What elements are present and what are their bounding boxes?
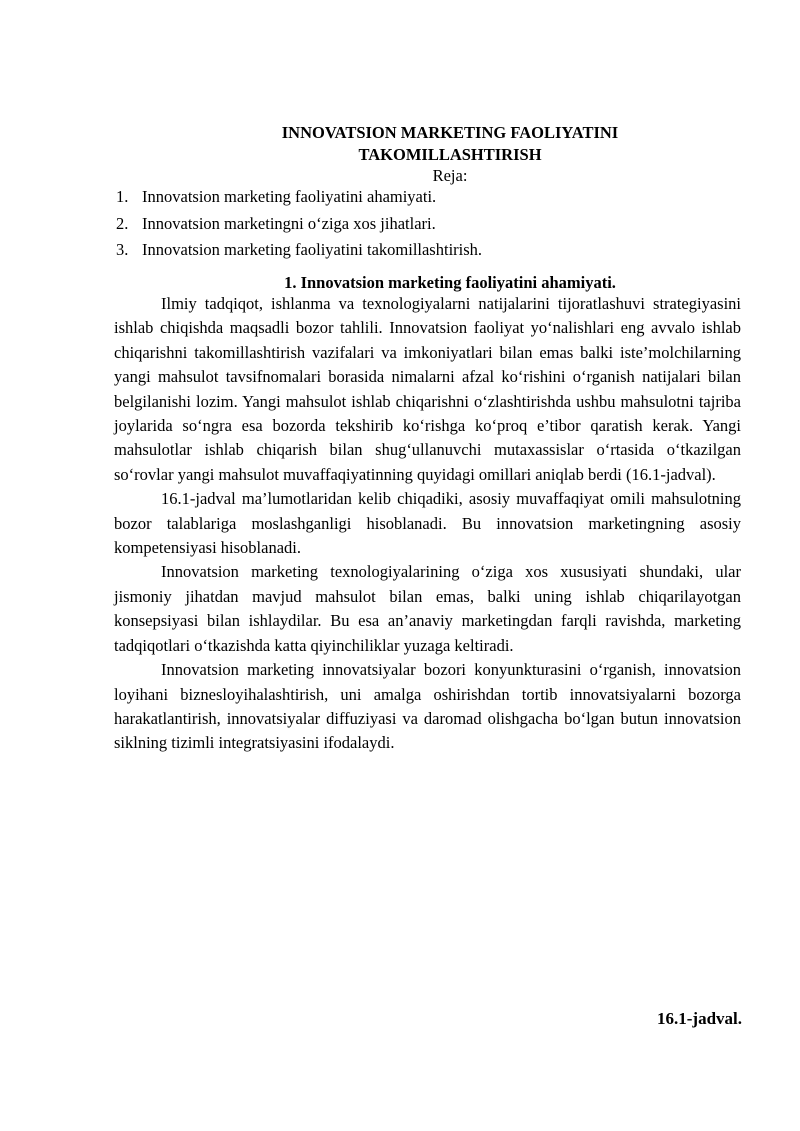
- paragraph: Innovatsion marketing texnologiyalarining o‘ziga xos xususiyati shundaki, ular jismoniy jihatdan mavjud mahsulot bilan emas, balki uning ishlab chiqarilayotgan konsepsiyasi bilan ishlaydilar. Bu esa an’anaviy marketingdan farqli ravishda, marketing tadqiqotlari o‘tkazishda katta qiyinchiliklar yuzaga keltiradi.: [114, 562, 741, 655]
- plan-item-text: Innovatsion marketing faoliyatini takomillashtirish.: [142, 240, 483, 259]
- plan-list: [116, 184, 756, 264]
- plan-item: [116, 184, 756, 211]
- plan-item-number: 2.: [116, 213, 129, 233]
- paragraph: Innovatsion marketing innovatsiyalar bozori konyunkturasini o‘rganish, innovatsion loyihani biznesloyihalashtirish, uni amalga oshirishdan tortib innovatsiyalarni bozorga harakatlantirish, innovatsiyalar diffuziyasi va daromad olishgacha bo‘lgan butun innovatsion siklning tizimli integratsiyasini ifodalaydi.: [114, 660, 741, 753]
- title-line-2: TAKOMILLASHTIRISH: [358, 145, 542, 164]
- plan-item: [116, 237, 756, 264]
- paragraph: Ilmiy tadqiqot, ishlanma va texnologiyalarni natijalarini tijoratlashuvi strategiyasini ishlab chiqishda maqsadli bozor tahlili. Innovatsion faoliyat yo‘nalishlari eng avvalo ishlab chiqarishni takomillashtirish vazifalari va imkoniyatlari bilan emas balki iste’molchilarning yangi mahsulot tavsifnomalari borasida nimalarni afzal ko‘rishini o‘rganish natijalari bilan belgilanishi lozim. Yangi mahsulot ishlab chiqarishni o‘zlashtirishda ushbu mahsulotni tajriba joylarida so‘ngra esa bozorda tekshirib ko‘rishga ko‘proq e’tibor qaratish kerak. Yangi mahsulotlar ishlab chiqarish bilan shug‘ullanuvchi mutaxassislar o‘rtasida o‘tkazilgan so‘rovlar yangi mahsulot muvaffaqiyatinning quyidagi omillari aniqlab berdi (16.1-jadval).: [114, 294, 741, 484]
- title-line-1: INNOVATSION MARKETING FAOLIYATINI: [281, 123, 619, 142]
- body-text: [114, 292, 741, 756]
- table-reference: 16.1-jadval.: [657, 1009, 742, 1028]
- plan-item-number: 1.: [116, 187, 129, 206]
- plan-item: [116, 211, 756, 238]
- plan-item-text: Innovatsion marketing faoliyatini ahamiyati.: [142, 187, 437, 206]
- plan-item-number: 3.: [116, 240, 129, 259]
- plan-item-text: Innovatsion marketingni o‘ziga xos jihatlari.: [142, 213, 436, 233]
- plan-label: Reja:: [432, 166, 468, 185]
- section-heading: 1. Innovatsion marketing faoliyatini ahamiyati.: [284, 273, 616, 292]
- document-title: [245, 122, 655, 166]
- paragraph: 16.1-jadval ma’lumotlaridan kelib chiqadiki, asosiy muvaffaqiyat omili mahsulotning bozor talablariga moslashganligi hisoblanadi. Bu innovatsion marketingning asosiy kompetensiyasi hisoblanadi.: [114, 489, 741, 558]
